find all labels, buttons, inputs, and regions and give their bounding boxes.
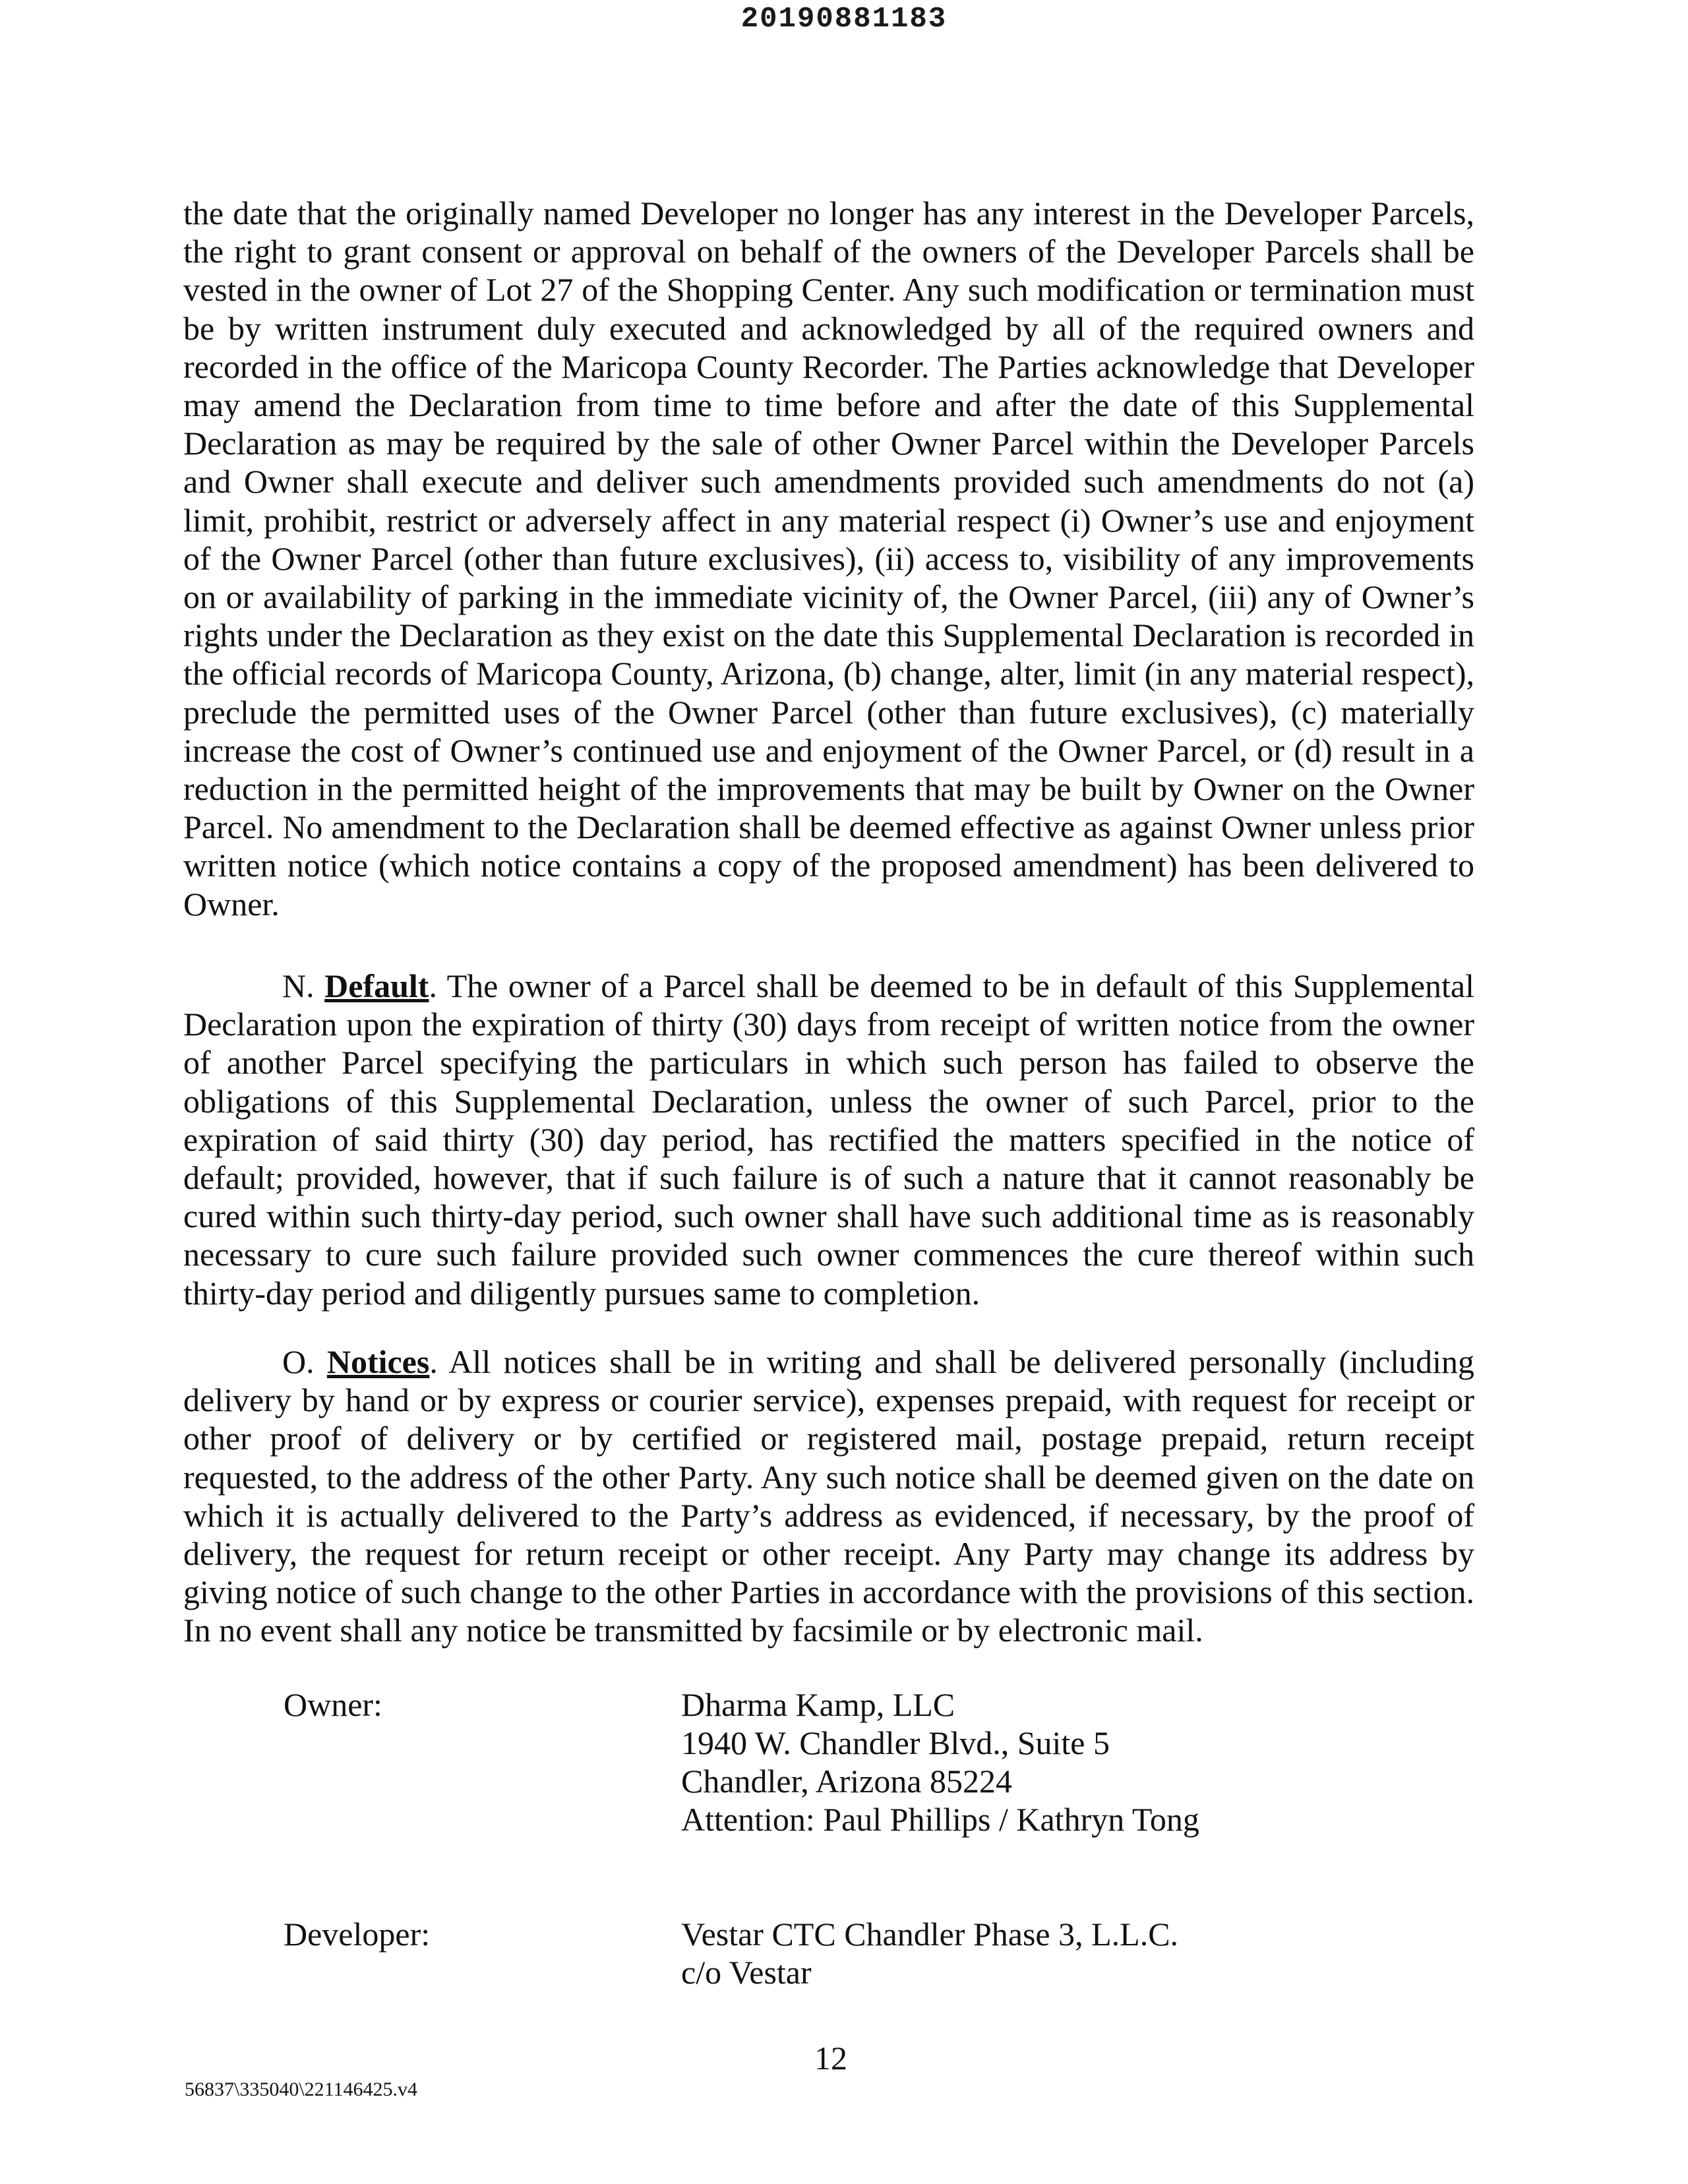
owner-label: Owner: <box>284 1686 382 1723</box>
developer-label: Developer: <box>284 1916 431 1953</box>
heading-notices: Notices <box>326 1343 430 1380</box>
recording-number: 20190881183 <box>740 3 948 36</box>
developer-address <box>681 1915 1178 1991</box>
section-letter-o: O. <box>282 1343 327 1380</box>
notices-text: . All notices shall be in writing and shall be delivered personally (including delivery by hand or by express or courier service), expenses prepaid, with request for receipt or other proof of delivery or by certified or registered mail, postage prepaid, return receipt requested, to the address of the other Party. Any such notice shall be deemed given on the date on which it is actually delivered to the Party’s address as evidenced, if necessary, by the proof of delivery, the request for return receipt or other receipt. Any Party may change its address by giving notice of such change to the other Parties in accordance with the provisions of this section. In no event shall any notice be transmitted by facsimile or by electronic mail. <box>183 1343 1474 1649</box>
heading-default: Default <box>324 967 429 1004</box>
owner-address-line: 1940 W. Chandler Blvd., Suite 5 <box>681 1724 1110 1761</box>
owner-address-line: Dharma Kamp, LLC <box>681 1686 955 1723</box>
paragraph-default <box>183 967 1474 1312</box>
paragraph-notices <box>183 1343 1474 1650</box>
page-number: 12 <box>814 2040 847 2077</box>
document-reference: 56837\335040\221146425.v4 <box>185 2078 418 2100</box>
paragraph-amendments: the date that the originally named Developer no longer has any interest in the Developer Parcels, the right to grant consent or approval on behalf of the owners of the Developer Parcels shall be vested in the owner of Lot 27 of the Shopping Center. Any such modification or termination must be by written instrument duly executed and acknowledged by all of the required owners and recorded in the office of the Maricopa County Recorder. The Parties acknowledge that Developer may amend the Declaration from time to time before and after the date of this Supplemental Declaration as may be required by the sale of other Owner Parcel within the Developer Parcels and Owner shall execute and deliver such amendments provided such amendments do not (a) limit, prohibit, restrict or adversely affect in any material respect (i) Owner’s use and enjoyment of the Owner Parcel (other than future exclusives), (ii) access to, visibility of any improvements on or availability of parking in the immediate vicinity of, the Owner Parcel, (iii) any of Owner’s rights under the Declaration as they exist on the date this Supplemental Declaration is recorded in the official records of Maricopa County, Arizona, (b) change, alter, limit (in any material respect), preclude the permitted uses of the Owner Parcel (other than future exclusives), (c) materially increase the cost of Owner’s continued use and enjoyment of the Owner Parcel, or (d) result in a reduction in the permitted height of the improvements that may be built by Owner on the Owner Parcel. No amendment to the Declaration shall be deemed effective as against Owner unless prior written notice (which notice contains a copy of the proposed amendment) has been delivered to Owner. <box>183 195 1474 923</box>
owner-address <box>681 1685 1199 1838</box>
section-letter-n: N. <box>282 967 325 1004</box>
developer-address-line: Vestar CTC Chandler Phase 3, L.L.C. <box>681 1916 1179 1953</box>
owner-address-line: Attention: Paul Phillips / Kathryn Tong <box>681 1801 1199 1838</box>
default-text: . The owner of a Parcel shall be deemed to be in default of this Supplemental Declaration upon the expiration of thirty (30) days from receipt of written notice from the owner of another Parcel specifying the particulars in which such person has failed to observe the obligations of this Supplemental Declaration, unless the owner of such Parcel, prior to the expiration of said thirty (30) day period, has rectified the matters specified in the notice of default; provided, however, that if such failure is of such a nature that it cannot reasonably be cured within such thirty-day period, such owner shall have such additional time as is reasonably necessary to cure such failure provided such owner commences the cure thereof within such thirty-day period and diligently pursues same to completion. <box>183 967 1474 1312</box>
owner-address-line: Chandler, Arizona 85224 <box>681 1763 1013 1800</box>
developer-address-line: c/o Vestar <box>681 1954 812 1991</box>
